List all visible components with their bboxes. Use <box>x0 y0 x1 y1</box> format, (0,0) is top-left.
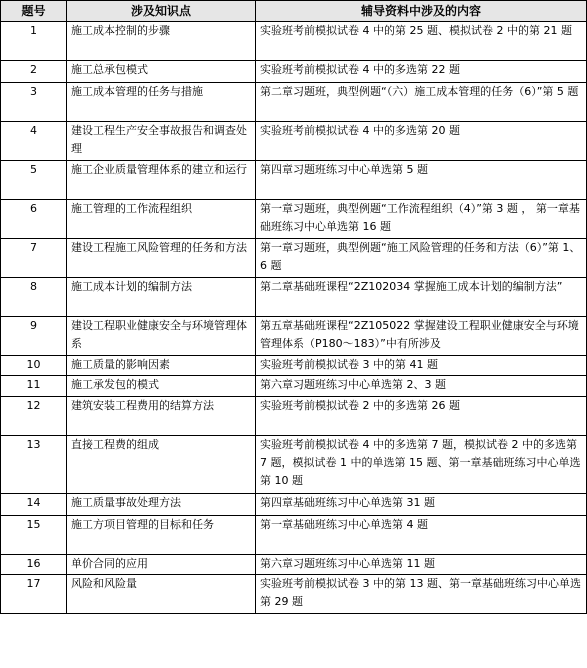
table-row <box>1 356 587 376</box>
row-content: 实验班考前模拟试卷 3 中的第 13 题、第一章基础班练习中心单选第 29 题 <box>256 575 587 614</box>
header-num: 题号 <box>1 1 67 22</box>
row-number: 10 <box>1 356 67 376</box>
row-content: 实验班考前模拟试卷 4 中的多选第 22 题 <box>256 61 587 83</box>
table-row <box>1 397 587 436</box>
row-topic: 施工管理的工作流程组织 <box>67 200 256 239</box>
row-number: 16 <box>1 555 67 575</box>
table-row <box>1 575 587 614</box>
row-number: 15 <box>1 516 67 555</box>
row-number: 12 <box>1 397 67 436</box>
row-topic: 施工方项目管理的目标和任务 <box>67 516 256 555</box>
table-row <box>1 516 587 555</box>
row-number: 2 <box>1 61 67 83</box>
table-row <box>1 83 587 122</box>
row-content: 第四章基础班练习中心单选第 31 题 <box>256 494 587 516</box>
table-row <box>1 494 587 516</box>
row-topic: 单价合同的应用 <box>67 555 256 575</box>
table-row <box>1 436 587 494</box>
table-row <box>1 376 587 397</box>
row-content: 第五章基础班课程“2Z105022 掌握建设工程职业健康安全与环境管理体系（P180～183）”中有所涉及 <box>256 317 587 356</box>
row-topic: 施工企业质量管理体系的建立和运行 <box>67 161 256 200</box>
row-number: 7 <box>1 239 67 278</box>
row-content: 第六章习题班练习中心单选第 11 题 <box>256 555 587 575</box>
row-content: 第六章习题班练习中心单选第 2、3 题 <box>256 376 587 397</box>
table-body <box>1 22 587 614</box>
row-content: 实验班考前模拟试卷 4 中的多选第 7 题，模拟试卷 2 中的多选第 7 题，模拟试卷 1 中的单选第 15 题、第一章基础班练习中心单选第 10 题 <box>256 436 587 494</box>
row-content: 实验班考前模拟试卷 4 中的第 25 题、模拟试卷 2 中的第 21 题 <box>256 22 587 61</box>
header-content: 辅导资料中涉及的内容 <box>256 1 587 22</box>
row-content: 第一章习题班，典型例题“工作流程组织（4）”第 3 题 ， 第一章基础班练习中心单选第 16 题 <box>256 200 587 239</box>
row-number: 4 <box>1 122 67 161</box>
table-row <box>1 122 587 161</box>
row-topic: 施工质量事故处理方法 <box>67 494 256 516</box>
row-topic: 建设工程生产安全事故报告和调查处理 <box>67 122 256 161</box>
row-topic: 施工成本计划的编制方法 <box>67 278 256 317</box>
table-header-row <box>1 1 587 22</box>
row-topic: 施工总承包模式 <box>67 61 256 83</box>
table-row <box>1 61 587 83</box>
row-topic: 建设工程职业健康安全与环境管理体系 <box>67 317 256 356</box>
row-content: 第二章习题班，典型例题“（六）施工成本管理的任务（6）”第 5 题 <box>256 83 587 122</box>
row-number: 5 <box>1 161 67 200</box>
table-row <box>1 239 587 278</box>
row-content: 第四章习题班练习中心单选第 5 题 <box>256 161 587 200</box>
header-topic: 涉及知识点 <box>67 1 256 22</box>
table-row <box>1 22 587 61</box>
table-row <box>1 278 587 317</box>
row-topic: 直接工程费的组成 <box>67 436 256 494</box>
table-row <box>1 200 587 239</box>
row-content: 实验班考前模拟试卷 4 中的多选第 20 题 <box>256 122 587 161</box>
row-number: 9 <box>1 317 67 356</box>
row-topic: 施工质量的影响因素 <box>67 356 256 376</box>
table-row <box>1 555 587 575</box>
row-number: 14 <box>1 494 67 516</box>
row-number: 6 <box>1 200 67 239</box>
row-content: 实验班考前模拟试卷 2 中的多选第 26 题 <box>256 397 587 436</box>
row-content: 实验班考前模拟试卷 3 中的第 41 题 <box>256 356 587 376</box>
row-number: 13 <box>1 436 67 494</box>
row-topic: 施工成本管理的任务与措施 <box>67 83 256 122</box>
row-topic: 风险和风险量 <box>67 575 256 614</box>
row-number: 8 <box>1 278 67 317</box>
row-number: 1 <box>1 22 67 61</box>
row-number: 3 <box>1 83 67 122</box>
row-topic: 建设工程施工风险管理的任务和方法 <box>67 239 256 278</box>
row-content: 第一章基础班练习中心单选第 4 题 <box>256 516 587 555</box>
table-row <box>1 161 587 200</box>
row-topic: 施工成本控制的步骤 <box>67 22 256 61</box>
row-topic: 施工承发包的模式 <box>67 376 256 397</box>
row-topic: 建筑安装工程费用的结算方法 <box>67 397 256 436</box>
row-number: 11 <box>1 376 67 397</box>
row-number: 17 <box>1 575 67 614</box>
table-row <box>1 317 587 356</box>
row-content: 第二章基础班课程“2Z102034 掌握施工成本计划的编制方法” <box>256 278 587 317</box>
row-content: 第一章习题班，典型例题“施工风险管理的任务和方法（6）”第 1、6 题 <box>256 239 587 278</box>
